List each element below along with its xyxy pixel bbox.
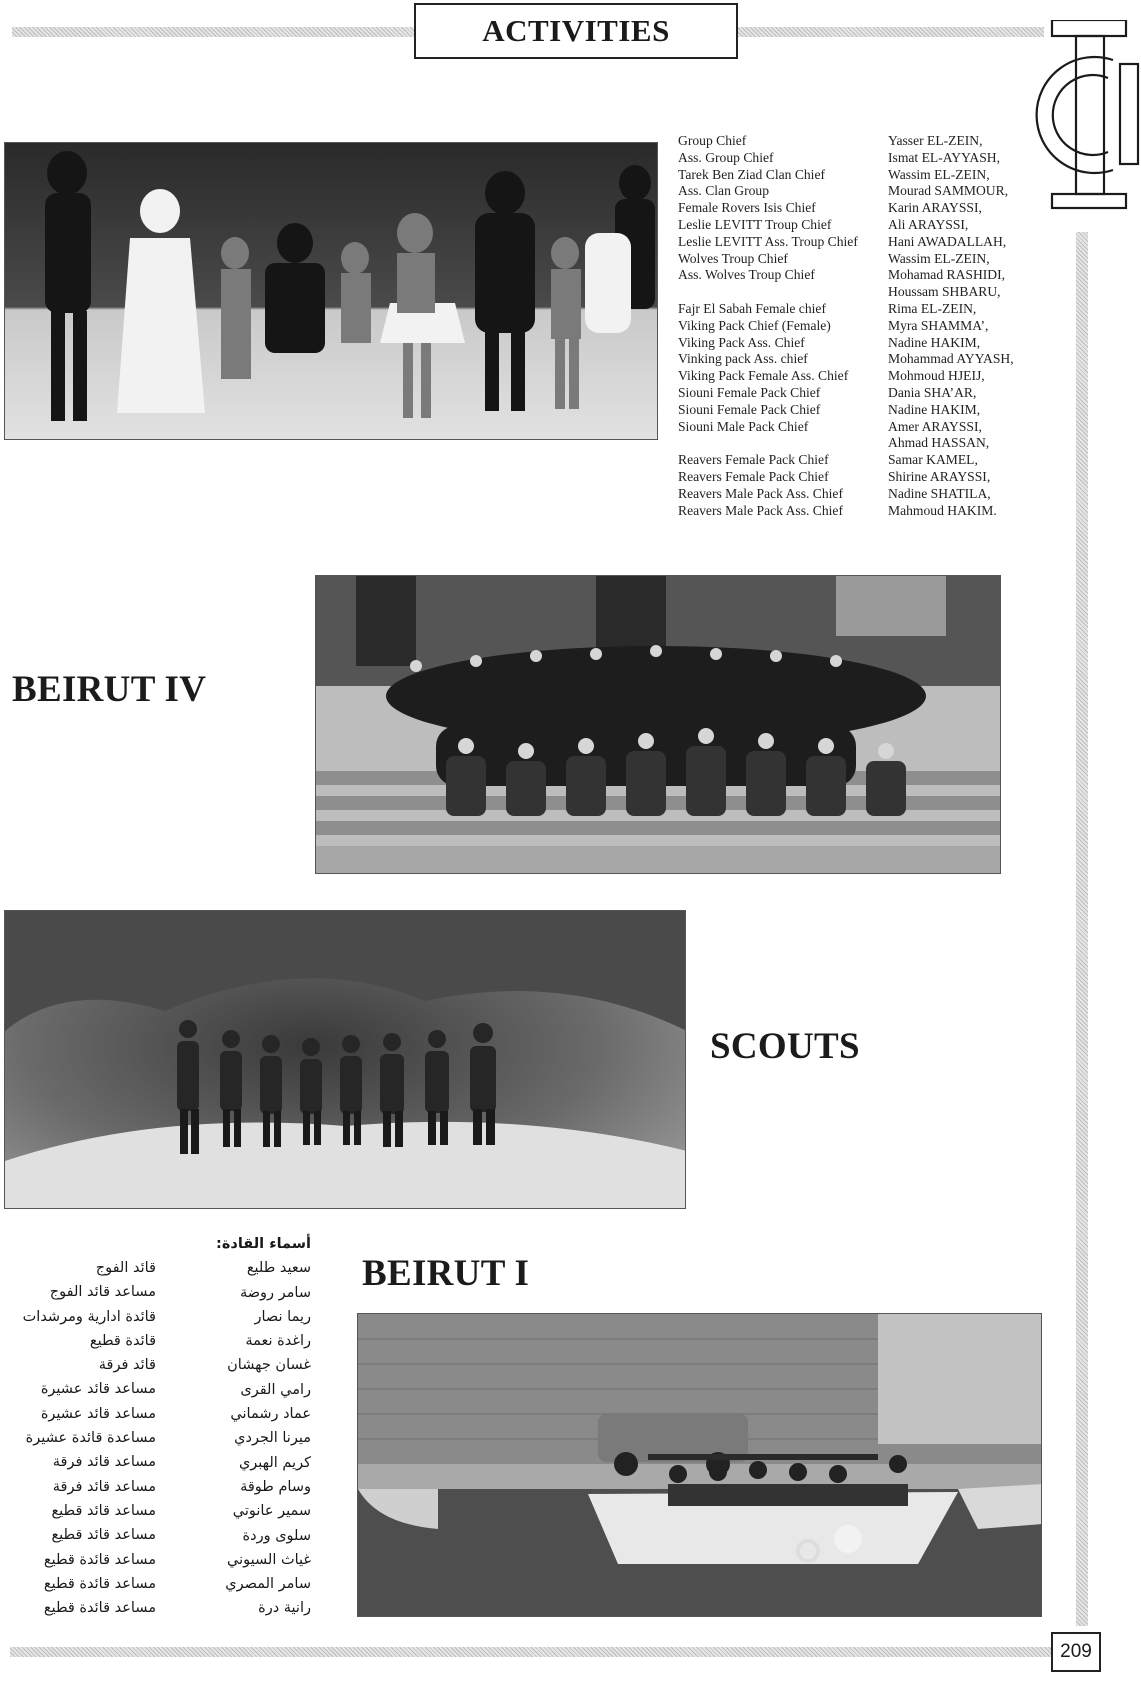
- arabic-role: قائدة قطيع: [89, 1332, 156, 1349]
- arabic-name: راغدة نعمة: [245, 1333, 311, 1350]
- photo-stage-performance: [4, 142, 658, 440]
- roster-title: Reavers Male Pack Ass. Chief: [678, 502, 843, 518]
- roster-title: Siouni Female Pack Chief: [678, 384, 821, 400]
- arabic-name: رانية درة: [258, 1600, 311, 1617]
- roster-title: Viking Pack Ass. Chief: [678, 334, 805, 350]
- roster-names: [888, 133, 1014, 519]
- roster-title: Fajr El Sabah Female chief: [678, 300, 826, 316]
- arabic-name: سمير عانوتي: [232, 1503, 311, 1520]
- arabic-role: مساعد قائد فرقة: [52, 1478, 156, 1495]
- roster-name: Karin ARAYSSI,: [888, 200, 982, 216]
- roster-name: Rima EL-ZEIN,: [888, 300, 977, 316]
- arabic-name: غياث السيوني: [226, 1551, 311, 1568]
- arabic-name: سامر روضة: [239, 1284, 311, 1301]
- arabic-names-header: أسماء القادة:: [216, 1236, 311, 1252]
- arabic-name: سامر المصري: [225, 1576, 311, 1593]
- roster-title: Reavers Male Pack Ass. Chief: [678, 485, 843, 501]
- arabic-role: قائد الفوج: [95, 1260, 156, 1276]
- arabic-role: قائدة ادارية ومرشدات: [22, 1308, 156, 1325]
- roster-name: Amer ARAYSSI,: [888, 418, 982, 434]
- roster-name: Shirine ARAYSSI,: [888, 468, 991, 484]
- roster-title: Ass. Group Chief: [678, 149, 774, 165]
- photo-boat-harbour: [357, 1313, 1042, 1617]
- arabic-name: سعيد طليع: [246, 1260, 311, 1277]
- roster-name: Hani AWADALLAH,: [888, 233, 1007, 249]
- beirut-i-heading: BEIRUT I: [362, 1253, 530, 1294]
- arabic-name: غسان جهشان: [227, 1357, 311, 1374]
- roster-name: Samar KAMEL,: [888, 452, 978, 468]
- arabic-leader-names: [216, 1232, 311, 1621]
- roster-name: Nadine HAKIM,: [888, 334, 981, 350]
- arabic-role: مساعد قائد عشيرة: [40, 1381, 156, 1398]
- roster-title: Leslie LEVITT Ass. Troup Chief: [678, 233, 858, 249]
- photo-group-on-steps: [315, 575, 1001, 874]
- arabic-leader-roles: [23, 1256, 156, 1620]
- section-title: ACTIVITIES: [414, 3, 738, 59]
- roster-name: Houssam SHBARU,: [888, 284, 1001, 300]
- scouts-heading: SCOUTS: [710, 1026, 860, 1067]
- roster-title: Siouni Male Pack Chief: [678, 418, 809, 434]
- arabic-name: عماد رشماني: [230, 1406, 311, 1423]
- roster-titles: [678, 133, 858, 519]
- roster-title: Female Rovers Isis Chief: [678, 200, 816, 216]
- roster-name: Yasser EL-ZEIN,: [888, 133, 983, 148]
- arabic-name: وسام طوقة: [240, 1478, 311, 1495]
- roster-gap: [678, 284, 858, 301]
- arabic-role: مساعد قائدة قطيع: [43, 1575, 156, 1592]
- roster-gap: [678, 435, 858, 452]
- arabic-name: ميرنا الجردي: [234, 1430, 311, 1447]
- right-hatch-bar: [1076, 232, 1088, 1626]
- arabic-name: ريما نصار: [254, 1308, 311, 1325]
- roster-name: Wassim EL-ZEIN,: [888, 166, 990, 182]
- roster-name: Mohammad AYYASH,: [888, 351, 1014, 367]
- roster-title: Group Chief: [678, 133, 747, 148]
- roster-title: Ass. Clan Group: [678, 183, 770, 199]
- roster-title: Viking Pack Chief (Female): [678, 317, 831, 333]
- roster-title: Tarek Ben Ziad Clan Chief: [678, 166, 826, 182]
- arabic-role: مساعد قائدة قطيع: [43, 1600, 156, 1617]
- page-number: 209: [1051, 1632, 1101, 1672]
- roster-name: Mourad SAMMOUR,: [888, 183, 1009, 199]
- roster-name: Myra SHAMMA’,: [888, 317, 989, 333]
- roster-name: Wassim EL-ZEIN,: [888, 250, 990, 266]
- roster-title: Ass. Wolves Troup Chief: [678, 267, 815, 283]
- roster-title: Reavers Female Pack Chief: [678, 452, 829, 468]
- roster-name: Mohmoud HJEIJ,: [888, 368, 985, 384]
- roster-name: Dania SHA’AR,: [888, 384, 977, 400]
- arabic-name: رامي القرى: [240, 1381, 311, 1398]
- arabic-name: كريم الهبري: [238, 1454, 311, 1471]
- arabic-role: قائد فرقة: [98, 1357, 156, 1374]
- roster-title: Vinking pack Ass. chief: [678, 351, 808, 367]
- roster-name: Ismat EL-AYYASH,: [888, 149, 1001, 165]
- roster-name: Mohamad RASHIDI,: [888, 267, 1006, 283]
- arabic-role: مساعد قائدة قطيع: [43, 1551, 156, 1568]
- header-hatch-left: [12, 27, 414, 37]
- roster-name: Nadine HAKIM,: [888, 401, 981, 417]
- footer-hatch: [10, 1647, 1051, 1657]
- arabic-role: مساعد قائد قطيع: [51, 1502, 156, 1519]
- roster-name: Nadine SHATILA,: [888, 485, 991, 501]
- roster-title: Reavers Female Pack Chief: [678, 468, 829, 484]
- roster-title: Viking Pack Female Ass. Chief: [678, 368, 849, 384]
- beirut-iv-heading: BEIRUT IV: [12, 669, 207, 710]
- arabic-name: سلوى وردة: [242, 1527, 311, 1544]
- arabic-role: مساعدة قائدة عشيرة: [25, 1430, 156, 1447]
- roster-name: Ahmad HASSAN,: [888, 435, 990, 451]
- arabic-role: مساعد قائد فرقة: [52, 1454, 156, 1471]
- arabic-role: مساعد قائد قطيع: [51, 1527, 156, 1544]
- roster-title: Leslie LEVITT Troup Chief: [678, 216, 832, 232]
- roster-name: Mahmoud HAKIM.: [888, 502, 997, 518]
- roster-title: Siouni Female Pack Chief: [678, 401, 821, 417]
- ic-logo-icon: [1018, 20, 1141, 230]
- roster-title: Wolves Troup Chief: [678, 250, 788, 266]
- roster-name: Ali ARAYSSI,: [888, 216, 969, 232]
- header-hatch-right: [738, 27, 1044, 37]
- arabic-role: مساعد قائد عشيرة: [40, 1405, 156, 1422]
- arabic-role: مساعد قائد الفوج: [49, 1284, 156, 1301]
- photo-scouts-at-cave: [4, 910, 686, 1209]
